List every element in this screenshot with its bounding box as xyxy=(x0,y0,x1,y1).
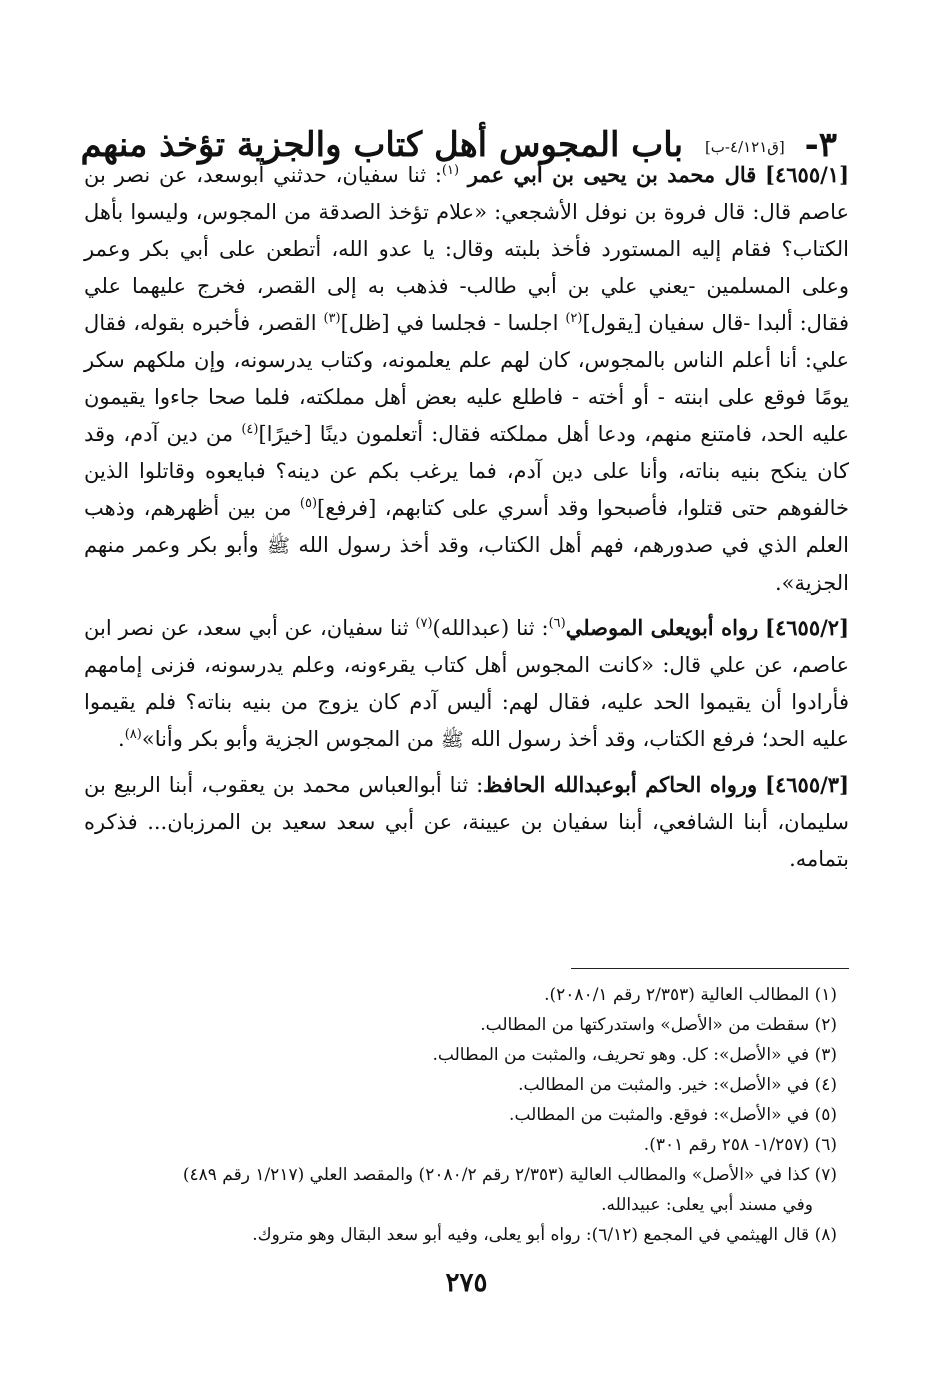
hadith-text: القصر، فأخبره بقوله، فقال علي: أنا أعلم الناس بالمجوس، كان لهم علم يعلمونه، وكتاب يدرسونه، وإن ملكهم سكر يومًا فوقع على ابنته - أو أخته - فاطلع عليه بعض أهل مملكته، فلما صحا جاءوا يقيمون عليه الحد، فامتنع منهم، ودعا أهل مملكته فقال: أتعلمون دينًا [خيرًا] xyxy=(84,311,849,446)
footnote-reference: (٨) xyxy=(124,727,142,742)
footnote-item: (٥) في «الأصل»: فوقع. والمثبت من المطالب. xyxy=(509,1105,837,1125)
hadith-isnad: رواه أبويعلى الموصلي xyxy=(565,615,759,640)
footnote-reference: (٧) xyxy=(415,616,433,631)
footnote-reference: (٢) xyxy=(565,311,583,326)
manuscript-reference: [ق٤/١٢١-ب] xyxy=(704,137,785,156)
hadith-text: من المجوس الجزية وأبو بكر وأنا» xyxy=(141,727,441,751)
hadith-isnad: ورواه الحاكم أبوعبدالله الحافظ xyxy=(483,772,758,797)
footnote-item: (٨) قال الهيثمي في المجمع (٦/١٢): رواه أبو يعلى، وفيه أبو سعد البقال وهو متروك. xyxy=(252,1225,837,1245)
footnote-item: (٢) سقطت من «الأصل» واستدركتها من المطالب. xyxy=(480,1015,837,1035)
hadith-text: : ثنا (عبدالله) xyxy=(432,616,549,640)
hadith-text: من دين آدم، وقد كان ينكح بنيه بناته، وأنا على دين آدم، فما يرغب بكم عن دينه؟ فبايعوه وقاتلوا الذين خالفوهم حتى قتلوا، فأصبحوا وقد أسري على كتابهم، [فرفع] xyxy=(84,422,850,520)
hadith-number: [٤٦٥٥/٣] xyxy=(765,772,849,797)
footnote-reference: (٣) xyxy=(323,311,341,326)
footnote-item: (٧) كذا في «الأصل» والمطالب العالية (٢/٣٥٣ رقم ٢٠٨٠/٢) والمقصد العلي (١/٢١٧ رقم ٤٨٩) xyxy=(182,1165,837,1185)
footnote-divider xyxy=(571,968,849,969)
salawat-symbol: ﷺ xyxy=(267,535,290,557)
hadith-text: من بين أظهرهم، وذهب العلم الذي في صدورهم، فهم أهل الكتاب، وقد أخذ رسول الله xyxy=(84,496,849,557)
footnotes-section xyxy=(81,980,837,1250)
footnote-item: (٣) في «الأصل»: كل. وهو تحريف، والمثبت من المطالب. xyxy=(432,1045,837,1065)
hadith-text: ثنا سفيان، عن أبي سعد، عن نصر ابن عاصم، عن علي قال: «كانت المجوس أهل كتاب يقرءونه، وعلم يدرسونه، فزنى إمامهم فأرادوا أن يقيموا الحد عليه، فقال لهم: أليس آدم كان يزوج من بنيه بناته؟ فلم يقيموا عليه الحد؛ فرفع الكتاب، وقد أخذ رسول الله xyxy=(84,616,849,751)
chapter-number: ٣- xyxy=(804,124,837,165)
hadith-isnad: قال محمد بن يحيى بن أبي عمر xyxy=(467,162,757,187)
footnote-continuation: وفي مسند أبي يعلى: عبيدالله. xyxy=(601,1195,813,1215)
hadith-text: . xyxy=(118,727,125,751)
footnote-reference: (٦) xyxy=(548,616,566,631)
footnote-reference: (٥) xyxy=(299,496,318,511)
page-number: ٢٧٥ xyxy=(445,1268,488,1298)
hadith-body xyxy=(84,156,849,885)
hadith-text: وأبو بكر وعمر منهم الجزية». xyxy=(84,533,849,595)
footnote-reference: (١) xyxy=(441,163,460,178)
hadith-text xyxy=(459,163,468,187)
hadith-paragraph xyxy=(84,156,849,602)
footnote-item: (١) المطالب العالية (٢/٣٥٣ رقم ٢٠٨٠/١). xyxy=(544,985,837,1005)
hadith-text: اجلسا - فجلسا في [ظل] xyxy=(340,311,566,335)
hadith-paragraph xyxy=(84,766,849,878)
footnote-reference: (٤) xyxy=(241,422,259,437)
hadith-paragraph xyxy=(84,609,849,759)
hadith-number: [٤٦٥٥/١] xyxy=(765,162,849,187)
footnote-item: (٦) (١/٢٥٧- ٢٥٨ رقم ٣٠١). xyxy=(643,1135,837,1155)
footnote-item: (٤) في «الأصل»: خير. والمثبت من المطالب. xyxy=(518,1075,837,1095)
chapter-title: باب المجوس أهل كتاب والجزية تؤخذ منهم xyxy=(80,124,684,165)
hadith-number: [٤٦٥٥/٢] xyxy=(765,615,849,640)
salawat-symbol: ﷺ xyxy=(440,729,464,751)
hadith-text: : ثنا أبوالعباس محمد بن يعقوب، أبنا الربيع بن سليمان، أبنا الشافعي، أبنا سفيان بن عيينة، عن أبي سعد سعيد بن المرزبان... فذكره بتمامه. xyxy=(84,773,849,871)
hadith-text: : ثنا سفيان، حدثني أبوسعد، عن نصر بن عاصم قال: قال فروة بن نوفل الأشجعي: «علام تؤخذ الصدقة من المجوس، وليسوا بأهل الكتاب؟ فقام إليه المستورد فأخذ بلبته وقال: يا عدو الله، أتطعن على أبي بكر وعمر وعلى المسلمين -يعني علي بن أبي طالب- فذهب به إلى القصر، فخرج عليهما علي فقال: ألبدا -قال سفيان [يقول] xyxy=(84,163,849,335)
